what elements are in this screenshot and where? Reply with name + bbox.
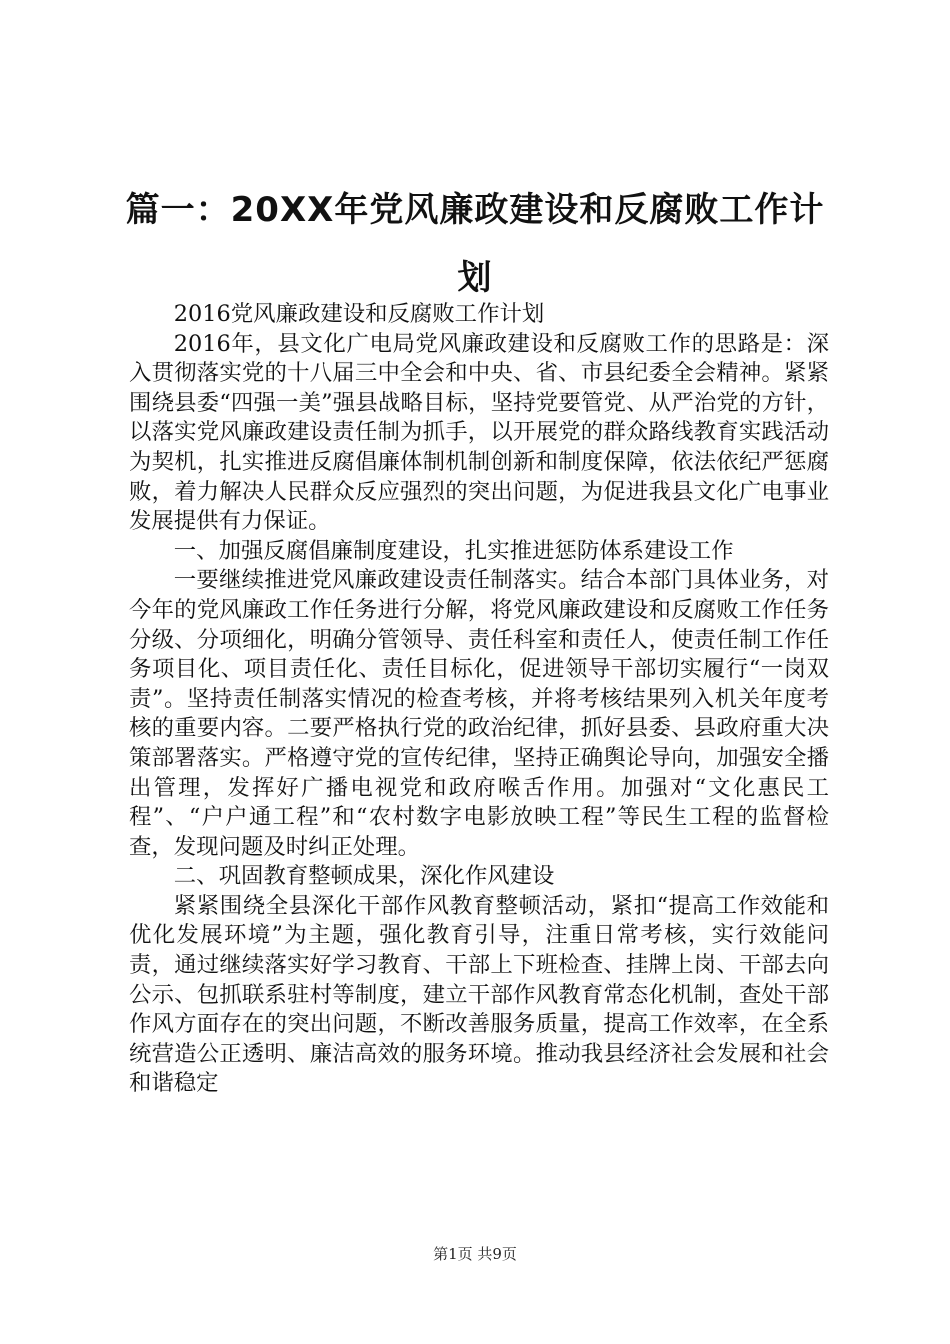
page-number: 第1页 共9页 xyxy=(433,1245,517,1263)
subtitle-paragraph: 2016党风廉政建设和反腐败工作计划 xyxy=(173,301,545,327)
intro-paragraph: 2016年，县文化广电局党风廉政建设和反腐败工作的思路是：深入贯彻落实党的十八届三中全会和中央、省、市县纪委全会精神。紧紧围绕县委“四强一美”强县战略目标，坚持党要管党、从严治党的方针，以落实党风廉政建设责任制为抓手，以开展党的群众路线教育实践活动为契机，扎实推进反腐倡廉体制机制创新和制度保障，依法依纪严惩腐败，着力解决人民群众反应强烈的突出问题，为促进我县文化广电事业发展提供有力保证。 xyxy=(129,330,829,535)
section-2-paragraph: 紧紧围绕全县深化干部作风教育整顿活动，紧扣“提高工作效能和优化发展环境”为主题，强化教育引导，注重日常考核，实行效能问责，通过继续落实好学习教育、干部上下班检查、挂牌上岗、干部去向公示、包抓联系驻村等制度，建立干部作风教育常态化机制，查处干部作风方面存在的突出问题，不断改善服务质量，提高工作效率，在全系统营造公正透明、廉洁高效的服务环境。推动我县经济社会发展和社会和谐稳定 xyxy=(129,892,829,1097)
section-1-paragraph: 一要继续推进党风廉政建设责任制落实。结合本部门具体业务，对今年的党风廉政工作任务进行分解，将党风廉政建设和反腐败工作任务分级、分项细化，明确分管领导、责任科室和责任人，使责任制工作任务项目化、项目责任化、责任目标化，促进领导干部切实履行“一岗双责”。坚持责任制落实情况的检查考核，并将考核结果列入机关年度考核的重要内容。二要严格执行党的政治纪律，抓好县委、县政府重大决策部署落实。严格遵守党的宣传纪律，坚持正确舆论导向，加强安全播出管理，发挥好广播电视党和政府喉舌作用。加强对“文化惠民工程”、“户户通工程”和“农村数字电影放映工程”等民生工程的监督检查，发现问题及时纠正处理。 xyxy=(129,567,829,860)
section-heading-1: 一、加强反腐倡廉制度建设，扎实推进惩防体系建设工作 xyxy=(173,537,734,564)
section-heading-2: 二、巩固教育整顿成果，深化作风建设 xyxy=(173,863,555,890)
document-title: 篇一：20XX年党风廉政建设和反腐败工作计划 xyxy=(125,190,825,298)
document-body xyxy=(129,300,829,1099)
